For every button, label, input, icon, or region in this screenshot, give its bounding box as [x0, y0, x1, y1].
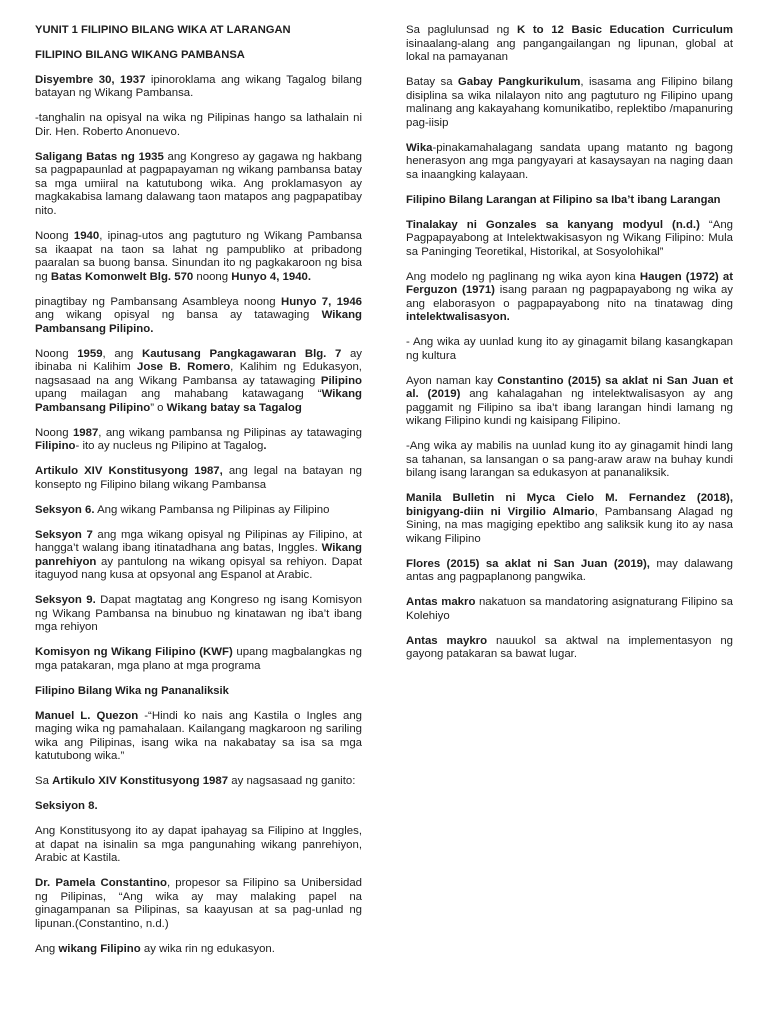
emphasis-text: Antas makro: [406, 596, 476, 609]
paragraph-text: ipinoroklama ang wikang Tagalog bilang batayan ng Wikang Pambansa.: [35, 73, 362, 100]
paragraph: [406, 492, 733, 546]
paragraph-text: noong: [193, 270, 232, 283]
emphasis-text: Manuel L. Quezon: [35, 709, 139, 722]
paragraph-text: Ang wikang Pambansa ng Pilipinas ay Filipino: [94, 503, 330, 516]
paragraph-text: pinagtibay ng Pambansang Asambleya noong: [35, 295, 281, 308]
paragraph-text: nakatuon sa mandatoring asignaturang Filipino sa Kolehiyo: [406, 596, 733, 622]
date-text: Disyembre 30, 1937: [35, 73, 146, 86]
paragraph: [406, 635, 733, 662]
paragraph-text: isinaalang-alang ang pangangailangan ng lipunan, global at lokal na pamayanan: [406, 37, 733, 64]
emphasis-text: Wikang Pambansang Pilipino: [35, 388, 362, 414]
emphasis-text: Batas Komonwelt Blg. 570: [50, 270, 194, 283]
paragraph: [35, 825, 362, 866]
paragraph-text: , ang: [102, 347, 142, 360]
paragraph-text: Sa: [35, 775, 53, 788]
paragraph-text: - ito ay nucleus ng Pilipino at Tagalog: [75, 440, 264, 453]
paragraph: [35, 710, 362, 764]
emphasis-text: 1940: [73, 229, 100, 242]
emphasis-text: Hunyo 4, 1940.: [231, 270, 312, 283]
paragraph: [406, 375, 733, 429]
emphasis-text: Seksyon 9.: [35, 594, 96, 607]
emphasis-text: Wikang panrehiyon: [35, 542, 362, 568]
emphasis-text: .: [263, 440, 267, 453]
paragraph-text: , propesor sa Filipino sa Unibersidad ng Pilipinas, “Ang wika ay may malaking papel na ginagampanan sa Pilipinas, sa kaayusan at sa pag-unlad ng lipunan.(Constantino, n.d.): [35, 877, 362, 930]
paragraph-text: may dalawang antas ang pagpaplanong pangwika.: [406, 557, 733, 584]
emphasis-text: Seksyon 6.: [35, 503, 95, 516]
section-heading: Filipino Bilang Wika ng Pananaliksik: [35, 684, 229, 697]
paragraph: [35, 296, 362, 337]
emphasis-text: Constantino (2015) sa aklat ni San Juan et al. (2019): [406, 374, 733, 401]
paragraph: [35, 465, 362, 492]
paragraph-text: Noong: [35, 426, 73, 439]
paragraph-text: ang wikang opisyal ng bansa ay tatawaging: [35, 309, 322, 322]
paragraph: [35, 800, 362, 814]
emphasis-text: Tinalakay ni Gonzales sa kanyang modyul (n.d.): [406, 218, 700, 231]
paragraph-text: , ipinag-utos ang pagtuturo ng Wikang Pambansa sa ikaapat na taon sa lahat ng pampubliko at pribadong paaralan sa buong bansa. Sinundan ito ng pagkakaroon ng bisa ng: [35, 229, 363, 283]
paragraph: [35, 348, 362, 416]
paragraph-text: Ang modelo ng paglinang ng wika ayon kina: [406, 270, 640, 283]
paragraph-text: , isasama ang Filipino bilang disiplina sa wika nilalayon nito ang pagtuturo ng Filipino upang malinang ang kakayahang komunikatibo, replektibo /mapanuring pag-iisip: [406, 76, 733, 129]
emphasis-text: Wikang batay sa Tagalog: [166, 401, 302, 414]
left-column: [35, 24, 362, 968]
emphasis-text: Saligang Batas ng 1935: [35, 150, 164, 163]
emphasis-text: Kautusang Pangkagawaran Blg. 7: [141, 347, 342, 360]
emphasis-text: Haugen (1972) at Ferguzon (1971): [406, 270, 733, 297]
paragraph-text: - Ang wika ay uunlad kung ito ay ginagamit bilang kasangkapan ng kultura: [406, 336, 733, 362]
emphasis-text: Dr. Pamela Constantino: [35, 877, 167, 890]
paragraph-text: “Ang Pagpapayabong at Intelektwakisasyon ng Wikang Filipino: Mula sa Paninging Teoretikal, Historikal, at Sosyolohikal”: [406, 218, 733, 258]
paragraph: [35, 230, 362, 284]
paragraph: [406, 596, 733, 623]
paragraph-text: -“Hindi ko nais ang Kastila o Ingles ang maging wika ng pamahalaan. Kailangang magkaroon ng sariling wika ang Pilipinas, isang wika na nakabatay sa isa sa mga katutubong wika.”: [35, 709, 362, 763]
paragraph-text: -tanghalin na opisyal na wika ng Pilipinas hango sa lathalain ni Dir. Hen. Roberto Anonuevo.: [35, 112, 362, 138]
paragraph: [35, 943, 362, 957]
emphasis-text: intelektwalisasyon.: [406, 311, 510, 324]
paragraph-text: ang kahalagahan ng intelektwalisasyon ay ang paggamit ng Filipino sa iba’t ibang larangan hindi lamang ng wikang Filipino kundi ng kaisipang Filipino.: [406, 388, 733, 428]
paragraph: [35, 529, 362, 583]
paragraph: [35, 504, 362, 518]
paragraph-text: Noong: [35, 347, 78, 360]
emphasis-text: 1987: [72, 426, 99, 439]
paragraph-text: , ang wikang pambansa ng Pilipinas ay tatawaging: [98, 426, 362, 439]
unit-title: YUNIT 1 FILIPINO BILANG WIKA AT LARANGAN: [35, 24, 291, 36]
emphasis-text: wikang Filipino: [58, 942, 141, 955]
paragraph: [406, 142, 733, 183]
paragraph-text: Sa paglulunsad ng: [406, 24, 517, 36]
emphasis-text: Wika: [406, 141, 433, 154]
paragraph: [406, 336, 733, 363]
paragraph-text: ay nagsasaad ng ganito:: [228, 775, 356, 788]
right-column: [406, 24, 733, 673]
emphasis-text: Filipino: [35, 440, 76, 453]
paragraph: [35, 646, 362, 673]
emphasis-text: Antas maykro: [406, 634, 488, 647]
emphasis-text: Pilipino: [320, 374, 362, 387]
paragraph-text: ay ibinaba ni Kalihim: [35, 347, 362, 374]
paragraph: [35, 151, 362, 219]
emphasis-text: Flores (2015) sa aklat ni San Juan (2019),: [406, 557, 650, 570]
paragraph-text: ang Kongreso ay gagawa ng hakbang sa pagpapaunlad at pagpapayaman ng wikang pambansa batay sa mga umiiral na katutubong wika. Ang proklamasyon ay magkakabisa lamang dalawang taon matapos ang pagpapatibay nito.: [35, 150, 362, 218]
paragraph: [35, 74, 362, 101]
section-heading: Filipino Bilang Larangan at Filipino sa Iba’t ibang Larangan: [406, 193, 721, 206]
paragraph-text: ang mga wikang opisyal ng Pilipinas ay Filipino, at hangga’t walang ibang itinatadhana ang batas, Inggles.: [35, 528, 362, 555]
paragraph-text: ” o: [150, 401, 167, 414]
emphasis-text: Jose B. Romero: [137, 361, 231, 374]
paragraph-text: Ang: [35, 942, 59, 955]
paragraph-text: isang paraan ng pagpapayabong ng wika ay ang elaborasyon o pagpapayabong nito na tinatawag ding: [406, 284, 733, 310]
paragraph: [35, 112, 362, 139]
emphasis-text: Hunyo 7, 1946: [280, 295, 362, 308]
paragraph-text: -pinakamahalagang sandata upang matanto ng bagong henerasyon ang mga pangyayari at kasaysayan na naging daan sa inaangking kalayaan.: [406, 141, 733, 181]
emphasis-text: Wikang Pambansang Pilipino.: [35, 309, 362, 335]
paragraph-text: nauukol sa aktwal na implementasyon ng gayong patakaran sa bawat lugar.: [406, 634, 733, 661]
paragraph-text: ay pantulong na wikang opisyal sa rehiyon. Dapat itaguyod nang kusa at opsyonal ang Espanol at Arabic.: [35, 555, 362, 582]
paragraph: [35, 775, 362, 789]
section-heading: FILIPINO BILANG WIKANG PAMBANSA: [35, 48, 245, 61]
paragraph: [406, 440, 733, 481]
emphasis-text: Artikulo XIV Konstitusyong 1987: [52, 775, 229, 788]
paragraph-text: Batay sa: [406, 76, 458, 89]
paragraph-text: ang legal na batayan ng konsepto ng Filipino bilang wikang Pambansa: [35, 465, 362, 491]
paragraph-text: ay wika rin ng edukasyon.: [140, 942, 275, 955]
paragraph-text: Noong: [35, 229, 74, 242]
paragraph: [406, 219, 733, 260]
paragraph-text: Dapat magtatag ang Kongreso ng isang Komisyon ng Wikang Pambansa na binubuo ng kinatawan ng iba’t ibang mga rehiyon: [35, 594, 362, 634]
emphasis-text: 1959: [77, 347, 103, 360]
paragraph-text: Ang Konstitusyong ito ay dapat ipahayag sa Filipino at Inggles, at dapat na isinalin sa mga pangunahing wikang panrehiyon, Arabic at Kastila.: [35, 825, 362, 865]
emphasis-text: Komisyon ng Wikang Filipino (KWF): [35, 646, 233, 659]
paragraph: [406, 76, 733, 130]
paragraph-text: Ayon naman kay: [406, 374, 498, 387]
emphasis-text: Artikulo XIV Konstitusyong 1987,: [35, 465, 223, 478]
paragraph: [35, 427, 362, 454]
paragraph-text: upang mailagan ang mahabang katawagang “: [35, 388, 322, 401]
emphasis-text: K to 12 Basic Education Curriculum: [516, 24, 733, 36]
paragraph: [35, 877, 362, 931]
paragraph: [35, 594, 362, 635]
paragraph-text: -Ang wika ay mabilis na uunlad kung ito ay ginagamit hindi lang sa tahanan, sa lansangan o sa pang-araw araw na buhay kundi bilang isang larangan sa edukasyon at pananaliksik.: [406, 440, 733, 480]
paragraph-text: , Pambansang Alagad ng Sining, na mas magiging epektibo ang saliksik kung ito ay nasa wikang Filipino: [406, 505, 733, 545]
emphasis-text: Gabay Pangkurikulum: [457, 76, 581, 89]
paragraph-text: upang magbalangkas ng mga patakaran, mga plano at mga programa: [35, 646, 362, 672]
paragraph: [406, 271, 733, 325]
emphasis-text: Seksiyon 8.: [35, 800, 98, 813]
paragraph: [406, 558, 733, 585]
paragraph-text: , Kalihim ng Edukasyon, nagsasaad na ang Wikang Pambansa ay tatawaging: [35, 361, 362, 387]
emphasis-text: Manila Bulletin ni Myca Cielo M. Fernandez (2018), binigyang-diin ni Virgilio Almario: [406, 492, 733, 518]
paragraph: [406, 24, 733, 65]
emphasis-text: Seksyon 7: [35, 528, 93, 541]
